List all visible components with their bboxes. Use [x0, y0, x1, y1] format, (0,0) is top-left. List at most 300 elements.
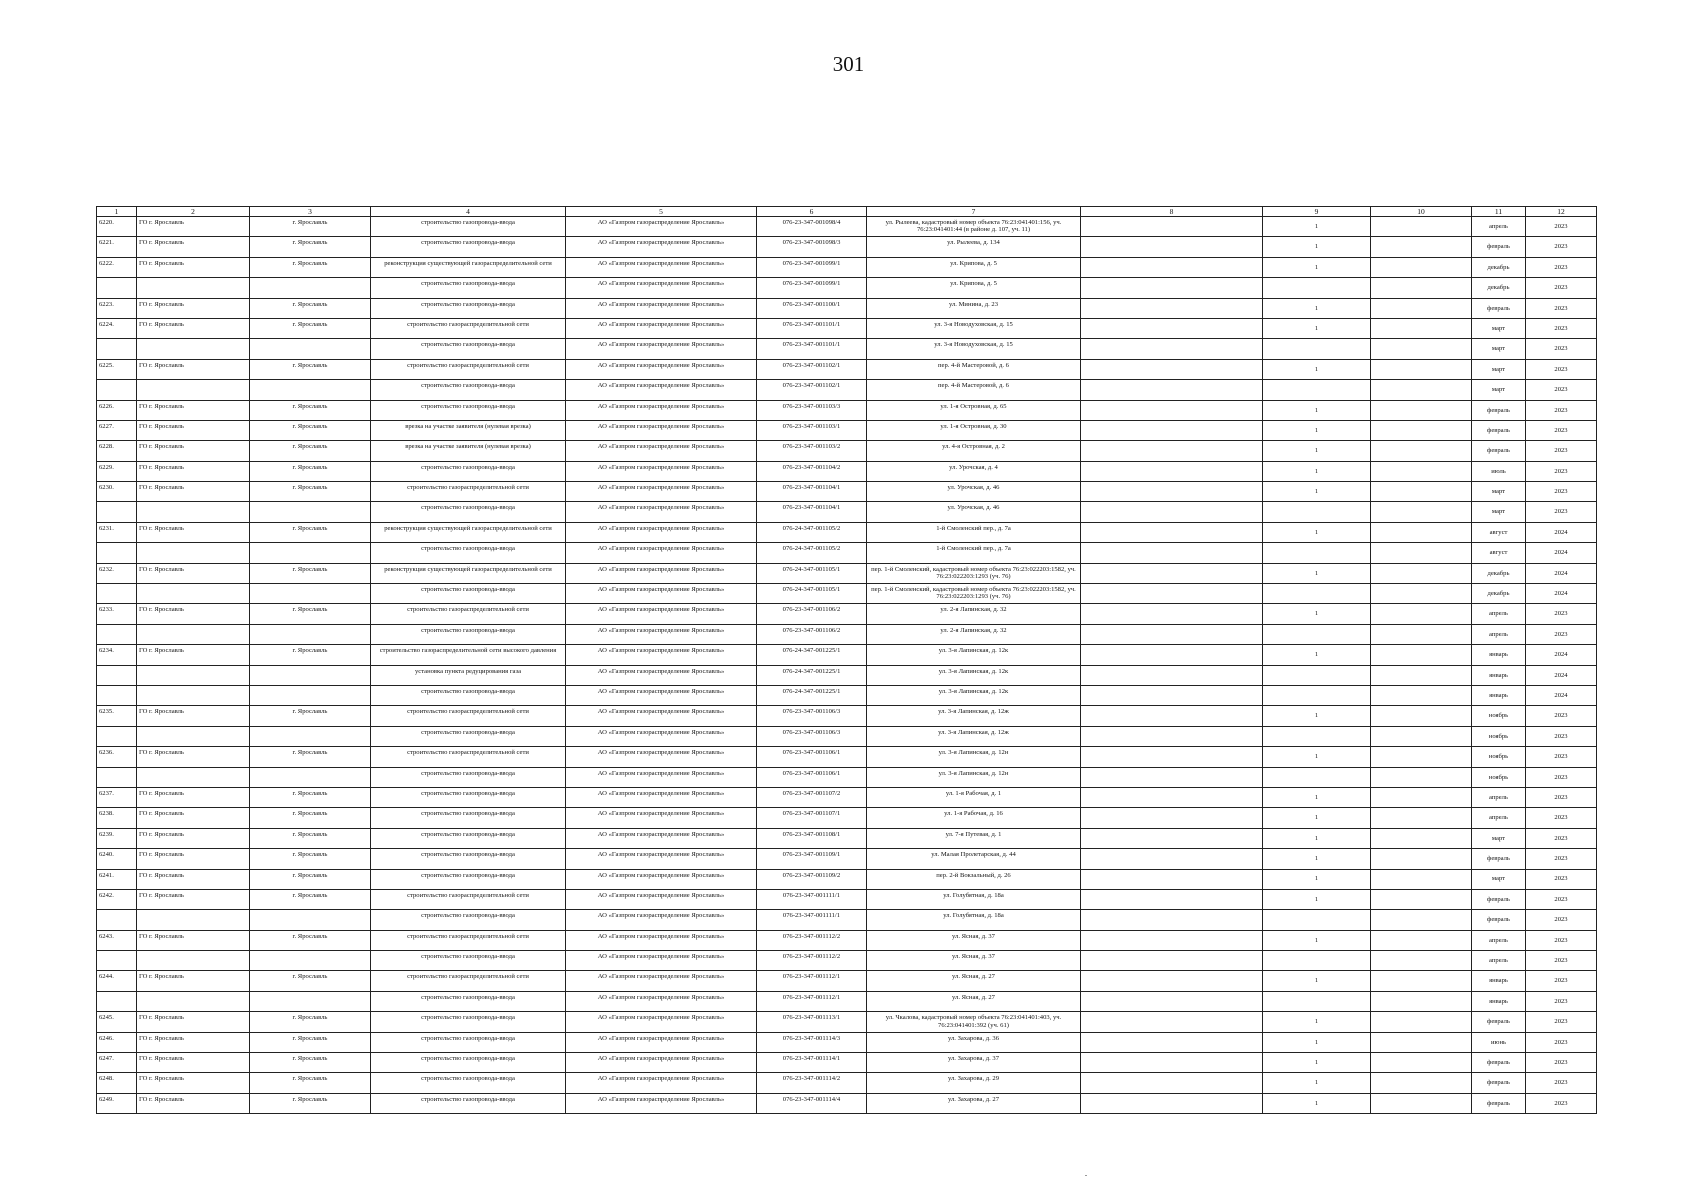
- cell-c9: 1: [1263, 420, 1371, 440]
- cell-loc: [250, 991, 371, 1011]
- cell-loc: г. Ярославль: [250, 971, 371, 991]
- cell-work: строительство газораспределительной сети: [371, 747, 566, 767]
- cell-c12: 2023: [1526, 1012, 1597, 1032]
- cell-mun: ГО г. Ярославль: [137, 889, 250, 909]
- table-row: [97, 420, 1597, 440]
- cell-work: строительство газопровода-ввода: [371, 624, 566, 644]
- cell-num: 6239.: [97, 828, 137, 848]
- cell-num: [97, 278, 137, 298]
- cell-work: строительство газопровода-ввода: [371, 1032, 566, 1052]
- cell-addr: ул. 3-я Лапинская, д. 12н: [867, 767, 1081, 787]
- cell-org: АО «Газпром газораспределение Ярославль»: [566, 971, 757, 991]
- cell-work: строительство газопровода-ввода: [371, 543, 566, 563]
- cell-c10: [1371, 685, 1472, 705]
- cell-addr: ул. Крипова, д. 5: [867, 278, 1081, 298]
- cell-loc: г. Ярославль: [250, 1053, 371, 1073]
- cell-c11: июнь: [1472, 1032, 1526, 1052]
- cell-c9: 1: [1263, 604, 1371, 624]
- cell-loc: г. Ярославль: [250, 482, 371, 502]
- cell-code: 076-23-347-001098/3: [757, 237, 867, 257]
- cell-num: 6240.: [97, 849, 137, 869]
- cell-c12: 2023: [1526, 808, 1597, 828]
- table-row: [97, 726, 1597, 746]
- cell-c10: [1371, 604, 1472, 624]
- cell-code: 076-23-347-001103/3: [757, 400, 867, 420]
- cell-work: строительство газопровода-ввода: [371, 849, 566, 869]
- table-body: [97, 217, 1597, 1114]
- cell-c8: [1081, 1053, 1263, 1073]
- cell-loc: г. Ярославль: [250, 787, 371, 807]
- register-table: [96, 206, 1597, 1114]
- cell-org: АО «Газпром газораспределение Ярославль»: [566, 380, 757, 400]
- cell-mun: ГО г. Ярославль: [137, 420, 250, 440]
- column-header: 5: [566, 207, 757, 217]
- cell-mun: ГО г. Ярославль: [137, 869, 250, 889]
- cell-addr: ул. Голубятная, д. 18а: [867, 889, 1081, 909]
- cell-c11: февраль: [1472, 1053, 1526, 1073]
- table-row: [97, 1053, 1597, 1073]
- cell-addr: 1-й Смоленский пер., д. 7а: [867, 543, 1081, 563]
- cell-c8: [1081, 563, 1263, 583]
- cell-c11: март: [1472, 359, 1526, 379]
- cell-num: [97, 624, 137, 644]
- cell-c11: ноябрь: [1472, 747, 1526, 767]
- cell-c8: [1081, 685, 1263, 705]
- table-row: [97, 951, 1597, 971]
- cell-c11: апрель: [1472, 604, 1526, 624]
- cell-org: АО «Газпром газораспределение Ярославль»: [566, 930, 757, 950]
- cell-c8: [1081, 604, 1263, 624]
- cell-loc: г. Ярославль: [250, 930, 371, 950]
- cell-org: АО «Газпром газораспределение Ярославль»: [566, 400, 757, 420]
- cell-c12: 2023: [1526, 482, 1597, 502]
- cell-addr: пер. 4-й Мастеровой, д. 6: [867, 380, 1081, 400]
- table-row: [97, 991, 1597, 1011]
- cell-c11: январь: [1472, 991, 1526, 1011]
- cell-c9: 1: [1263, 808, 1371, 828]
- cell-c10: [1371, 257, 1472, 277]
- cell-addr: ул. Захарова, д. 29: [867, 1073, 1081, 1093]
- cell-c10: [1371, 339, 1472, 359]
- cell-loc: [250, 665, 371, 685]
- cell-num: 6223.: [97, 298, 137, 318]
- cell-addr: 1-й Смоленский пер., д. 7а: [867, 522, 1081, 542]
- cell-code: 076-23-347-001098/4: [757, 217, 867, 237]
- cell-addr: ул. 2-я Лапинская, д. 32: [867, 604, 1081, 624]
- cell-addr: ул. Ясная, д. 37: [867, 930, 1081, 950]
- cell-mun: ГО г. Ярославль: [137, 971, 250, 991]
- table-row: [97, 1073, 1597, 1093]
- cell-c10: [1371, 747, 1472, 767]
- cell-code: 076-23-347-001106/2: [757, 624, 867, 644]
- table-row: [97, 298, 1597, 318]
- cell-work: строительство газопровода-ввода: [371, 951, 566, 971]
- cell-c9: 1: [1263, 849, 1371, 869]
- cell-c12: 2023: [1526, 767, 1597, 787]
- cell-code: 076-23-347-001109/1: [757, 849, 867, 869]
- cell-c12: 2024: [1526, 665, 1597, 685]
- cell-code: 076-23-347-001100/1: [757, 298, 867, 318]
- table-row: [97, 237, 1597, 257]
- cell-work: строительство газопровода-ввода: [371, 685, 566, 705]
- cell-c9: [1263, 951, 1371, 971]
- cell-mun: [137, 584, 250, 604]
- cell-c8: [1081, 584, 1263, 604]
- cell-num: 6231.: [97, 522, 137, 542]
- cell-c9: 1: [1263, 747, 1371, 767]
- cell-c9: 1: [1263, 563, 1371, 583]
- cell-addr: ул. Рылеева, кадастровый номер объекта 76:23:041401:156, уч. 76:23:041401:44 (в районе д. 107, уч. 11): [867, 217, 1081, 237]
- cell-org: АО «Газпром газораспределение Ярославль»: [566, 278, 757, 298]
- table-row: [97, 869, 1597, 889]
- cell-c8: [1081, 808, 1263, 828]
- cell-c12: 2023: [1526, 910, 1597, 930]
- cell-num: 6222.: [97, 257, 137, 277]
- table-row: [97, 502, 1597, 522]
- cell-work: строительство газопровода-ввода: [371, 1012, 566, 1032]
- cell-c10: [1371, 645, 1472, 665]
- table-row: [97, 217, 1597, 237]
- cell-c12: 2023: [1526, 380, 1597, 400]
- cell-org: АО «Газпром газораспределение Ярославль»: [566, 747, 757, 767]
- cell-c11: февраль: [1472, 1073, 1526, 1093]
- cell-org: АО «Газпром газораспределение Ярославль»: [566, 706, 757, 726]
- cell-org: АО «Газпром газораспределение Ярославль»: [566, 420, 757, 440]
- cell-num: 6225.: [97, 359, 137, 379]
- cell-mun: ГО г. Ярославль: [137, 318, 250, 338]
- cell-mun: [137, 685, 250, 705]
- table-row: [97, 522, 1597, 542]
- cell-code: 076-23-347-001101/1: [757, 339, 867, 359]
- cell-mun: ГО г. Ярославль: [137, 930, 250, 950]
- cell-c8: [1081, 645, 1263, 665]
- cell-code: 076-23-347-001106/2: [757, 604, 867, 624]
- cell-c10: [1371, 502, 1472, 522]
- cell-c9: 1: [1263, 1073, 1371, 1093]
- cell-loc: [250, 767, 371, 787]
- cell-addr: ул. 3-я Лапинская, д. 12ж: [867, 706, 1081, 726]
- cell-c9: [1263, 665, 1371, 685]
- cell-addr: ул. 3-я Лапинская, д. 12к: [867, 645, 1081, 665]
- cell-work: реконструкция существующей газораспределительной сети: [371, 563, 566, 583]
- cell-c11: август: [1472, 522, 1526, 542]
- cell-c11: январь: [1472, 971, 1526, 991]
- cell-c8: [1081, 706, 1263, 726]
- cell-loc: [250, 502, 371, 522]
- cell-num: 6224.: [97, 318, 137, 338]
- column-header: 2: [137, 207, 250, 217]
- column-header: 9: [1263, 207, 1371, 217]
- cell-c10: [1371, 910, 1472, 930]
- cell-c9: 1: [1263, 318, 1371, 338]
- cell-mun: [137, 278, 250, 298]
- cell-c8: [1081, 849, 1263, 869]
- cell-work: строительство газопровода-ввода: [371, 869, 566, 889]
- cell-addr: ул. Ясная, д. 27: [867, 971, 1081, 991]
- cell-code: 076-23-347-001111/1: [757, 889, 867, 909]
- cell-c8: [1081, 869, 1263, 889]
- cell-c12: 2023: [1526, 624, 1597, 644]
- cell-c10: [1371, 1073, 1472, 1093]
- cell-c9: 1: [1263, 441, 1371, 461]
- cell-c10: [1371, 298, 1472, 318]
- cell-code: 076-23-347-001104/2: [757, 461, 867, 481]
- cell-num: [97, 380, 137, 400]
- cell-c10: [1371, 665, 1472, 685]
- cell-c12: 2023: [1526, 971, 1597, 991]
- cell-c11: март: [1472, 482, 1526, 502]
- cell-code: 076-23-347-001102/1: [757, 380, 867, 400]
- cell-c11: апрель: [1472, 624, 1526, 644]
- cell-loc: г. Ярославль: [250, 461, 371, 481]
- cell-work: строительство газопровода-ввода: [371, 787, 566, 807]
- cell-c8: [1081, 461, 1263, 481]
- cell-org: АО «Газпром газораспределение Ярославль»: [566, 624, 757, 644]
- cell-c8: [1081, 1012, 1263, 1032]
- cell-addr: пер. 2-й Вокзальный, д. 26: [867, 869, 1081, 889]
- cell-code: 076-23-347-001109/2: [757, 869, 867, 889]
- cell-c9: 1: [1263, 217, 1371, 237]
- cell-c11: март: [1472, 380, 1526, 400]
- cell-num: [97, 339, 137, 359]
- cell-addr: ул. 3-я Новодуховская, д. 15: [867, 339, 1081, 359]
- cell-c9: 1: [1263, 359, 1371, 379]
- cell-c10: [1371, 1093, 1472, 1113]
- cell-c8: [1081, 889, 1263, 909]
- cell-loc: г. Ярославль: [250, 400, 371, 420]
- cell-c12: 2023: [1526, 237, 1597, 257]
- column-header: 7: [867, 207, 1081, 217]
- cell-code: 076-23-347-001106/1: [757, 767, 867, 787]
- cell-c10: [1371, 482, 1472, 502]
- table-row: [97, 910, 1597, 930]
- cell-c9: 1: [1263, 237, 1371, 257]
- cell-loc: [250, 726, 371, 746]
- cell-loc: [250, 951, 371, 971]
- table-row: [97, 380, 1597, 400]
- cell-work: строительство газопровода-ввода: [371, 584, 566, 604]
- cell-c10: [1371, 767, 1472, 787]
- cell-code: 076-23-347-001111/1: [757, 910, 867, 930]
- cell-num: 6227.: [97, 420, 137, 440]
- cell-addr: ул. 2-я Лапинская, д. 32: [867, 624, 1081, 644]
- cell-work: строительство газопровода-ввода: [371, 991, 566, 1011]
- cell-c12: 2023: [1526, 787, 1597, 807]
- cell-c8: [1081, 237, 1263, 257]
- cell-c10: [1371, 380, 1472, 400]
- cell-c11: февраль: [1472, 1012, 1526, 1032]
- cell-c9: 1: [1263, 400, 1371, 420]
- cell-code: 076-23-347-001102/1: [757, 359, 867, 379]
- cell-work: строительство газораспределительной сети: [371, 706, 566, 726]
- cell-addr: ул. 3-я Лапинская, д. 12к: [867, 685, 1081, 705]
- cell-mun: ГО г. Ярославль: [137, 359, 250, 379]
- cell-c8: [1081, 257, 1263, 277]
- cell-mun: ГО г. Ярославль: [137, 522, 250, 542]
- cell-c9: [1263, 502, 1371, 522]
- table-row: [97, 400, 1597, 420]
- cell-c12: 2023: [1526, 828, 1597, 848]
- cell-loc: [250, 624, 371, 644]
- cell-work: строительство газопровода-ввода: [371, 808, 566, 828]
- table-row: [97, 318, 1597, 338]
- cell-addr: ул. Голубятная, д. 18а: [867, 910, 1081, 930]
- cell-code: 076-23-347-001114/2: [757, 1073, 867, 1093]
- column-header: 10: [1371, 207, 1472, 217]
- cell-c9: 1: [1263, 1093, 1371, 1113]
- cell-loc: г. Ярославль: [250, 1012, 371, 1032]
- cell-addr: ул. Урочская, д. 46: [867, 482, 1081, 502]
- cell-org: АО «Газпром газораспределение Ярославль»: [566, 726, 757, 746]
- cell-num: 6238.: [97, 808, 137, 828]
- cell-c10: [1371, 461, 1472, 481]
- cell-loc: г. Ярославль: [250, 604, 371, 624]
- cell-mun: ГО г. Ярославль: [137, 1053, 250, 1073]
- cell-addr: ул. Рылеева, д. 134: [867, 237, 1081, 257]
- cell-num: 6229.: [97, 461, 137, 481]
- cell-c12: 2023: [1526, 420, 1597, 440]
- cell-c10: [1371, 318, 1472, 338]
- cell-c12: 2024: [1526, 584, 1597, 604]
- cell-addr: ул. 4-я Островная, д. 2: [867, 441, 1081, 461]
- cell-work: строительство газопровода-ввода: [371, 400, 566, 420]
- cell-addr: ул. Минина, д. 23: [867, 298, 1081, 318]
- cell-c11: февраль: [1472, 889, 1526, 909]
- cell-c10: [1371, 217, 1472, 237]
- cell-code: 076-24-347-001105/1: [757, 563, 867, 583]
- cell-org: АО «Газпром газораспределение Ярославль»: [566, 237, 757, 257]
- table-row: [97, 706, 1597, 726]
- cell-c11: апрель: [1472, 787, 1526, 807]
- cell-code: 076-23-347-001113/1: [757, 1012, 867, 1032]
- cell-c12: 2023: [1526, 1053, 1597, 1073]
- cell-c10: [1371, 726, 1472, 746]
- cell-c8: [1081, 1073, 1263, 1093]
- cell-c8: [1081, 624, 1263, 644]
- cell-c11: август: [1472, 543, 1526, 563]
- cell-c12: 2023: [1526, 1093, 1597, 1113]
- cell-c8: [1081, 910, 1263, 930]
- cell-mun: ГО г. Ярославль: [137, 1093, 250, 1113]
- column-header: 8: [1081, 207, 1263, 217]
- cell-mun: [137, 991, 250, 1011]
- cell-c10: [1371, 278, 1472, 298]
- cell-loc: г. Ярославль: [250, 889, 371, 909]
- column-header: 6: [757, 207, 867, 217]
- cell-org: АО «Газпром газораспределение Ярославль»: [566, 482, 757, 502]
- cell-c12: 2023: [1526, 461, 1597, 481]
- cell-c10: [1371, 889, 1472, 909]
- cell-c9: [1263, 380, 1371, 400]
- cell-loc: г. Ярославль: [250, 828, 371, 848]
- cell-code: 076-24-347-001225/1: [757, 645, 867, 665]
- table-row: [97, 767, 1597, 787]
- cell-work: строительство газораспределительной сети: [371, 482, 566, 502]
- cell-work: строительство газопровода-ввода: [371, 828, 566, 848]
- cell-loc: г. Ярославль: [250, 808, 371, 828]
- cell-loc: [250, 685, 371, 705]
- cell-mun: ГО г. Ярославль: [137, 747, 250, 767]
- cell-c11: ноябрь: [1472, 706, 1526, 726]
- cell-c12: 2023: [1526, 339, 1597, 359]
- cell-c10: [1371, 400, 1472, 420]
- cell-code: 076-24-347-001105/2: [757, 543, 867, 563]
- table-row: [97, 257, 1597, 277]
- cell-c11: март: [1472, 869, 1526, 889]
- cell-code: 076-23-347-001112/1: [757, 971, 867, 991]
- cell-c12: 2023: [1526, 217, 1597, 237]
- cell-c9: 1: [1263, 1032, 1371, 1052]
- cell-org: АО «Газпром газораспределение Ярославль»: [566, 441, 757, 461]
- cell-c8: [1081, 359, 1263, 379]
- cell-loc: г. Ярославль: [250, 849, 371, 869]
- table-row: [97, 359, 1597, 379]
- cell-mun: ГО г. Ярославль: [137, 563, 250, 583]
- cell-loc: [250, 380, 371, 400]
- cell-code: 076-23-347-001103/2: [757, 441, 867, 461]
- cell-c8: [1081, 278, 1263, 298]
- cell-work: строительство газопровода-ввода: [371, 1093, 566, 1113]
- cell-c11: январь: [1472, 665, 1526, 685]
- cell-org: АО «Газпром газораспределение Ярославль»: [566, 787, 757, 807]
- cell-loc: г. Ярославль: [250, 747, 371, 767]
- cell-loc: [250, 910, 371, 930]
- cell-num: [97, 543, 137, 563]
- cell-work: строительство газопровода-ввода: [371, 380, 566, 400]
- cell-mun: [137, 543, 250, 563]
- cell-c8: [1081, 380, 1263, 400]
- cell-c11: март: [1472, 318, 1526, 338]
- cell-loc: г. Ярославль: [250, 522, 371, 542]
- cell-mun: ГО г. Ярославль: [137, 482, 250, 502]
- cell-code: 076-24-347-001105/1: [757, 584, 867, 604]
- cell-c8: [1081, 665, 1263, 685]
- cell-c10: [1371, 420, 1472, 440]
- cell-c10: [1371, 787, 1472, 807]
- cell-mun: ГО г. Ярославль: [137, 298, 250, 318]
- cell-c9: 1: [1263, 1012, 1371, 1032]
- cell-mun: ГО г. Ярославль: [137, 1073, 250, 1093]
- table-row: [97, 461, 1597, 481]
- cell-c8: [1081, 1093, 1263, 1113]
- cell-code: 076-23-347-001103/1: [757, 420, 867, 440]
- cell-c10: [1371, 869, 1472, 889]
- cell-addr: ул. Захарова, д. 37: [867, 1053, 1081, 1073]
- cell-c8: [1081, 787, 1263, 807]
- cell-mun: ГО г. Ярославль: [137, 1012, 250, 1032]
- cell-c9: 1: [1263, 828, 1371, 848]
- cell-c8: [1081, 400, 1263, 420]
- cell-num: 6232.: [97, 563, 137, 583]
- cell-loc: [250, 278, 371, 298]
- cell-loc: г. Ярославль: [250, 420, 371, 440]
- cell-c12: 2023: [1526, 991, 1597, 1011]
- cell-c12: 2023: [1526, 278, 1597, 298]
- cell-c8: [1081, 930, 1263, 950]
- cell-org: АО «Газпром газораспределение Ярославль»: [566, 318, 757, 338]
- cell-code: 076-23-347-001106/3: [757, 706, 867, 726]
- cell-num: 6246.: [97, 1032, 137, 1052]
- cell-addr: ул. Крипова, д. 5: [867, 257, 1081, 277]
- cell-c12: 2023: [1526, 849, 1597, 869]
- cell-addr: ул. Ясная, д. 37: [867, 951, 1081, 971]
- cell-c9: [1263, 584, 1371, 604]
- cell-c8: [1081, 441, 1263, 461]
- cell-c11: декабрь: [1472, 584, 1526, 604]
- cell-num: 6226.: [97, 400, 137, 420]
- cell-loc: г. Ярославль: [250, 1073, 371, 1093]
- cell-c9: [1263, 685, 1371, 705]
